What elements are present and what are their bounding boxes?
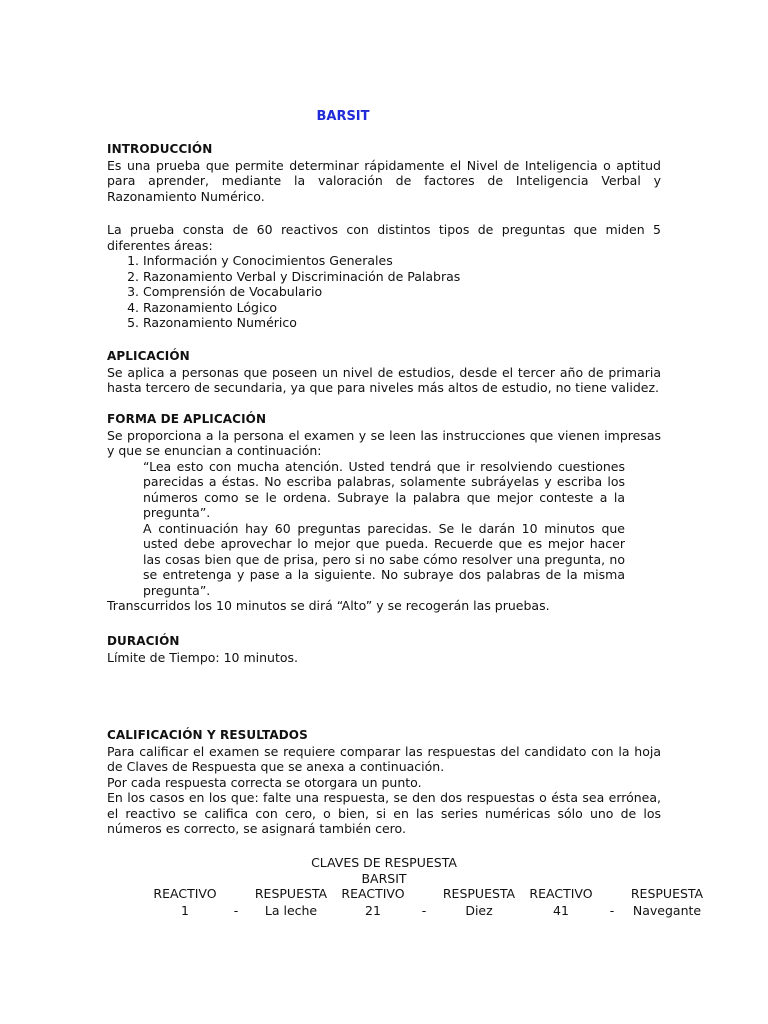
answer-keys-header-row bbox=[146, 885, 710, 902]
header-reactivo: REACTIVO bbox=[341, 886, 405, 901]
header-respuesta: RESPUESTA bbox=[630, 886, 704, 901]
reactivo-number: 41 bbox=[553, 903, 569, 918]
header-respuesta: RESPUESTA bbox=[254, 886, 328, 901]
area-item: 5. Razonamiento Numérico bbox=[143, 315, 661, 331]
calificacion-section bbox=[107, 728, 661, 837]
aplicacion-text: Se aplica a personas que poseen un nivel de estudios, desde el tercer año de primaria hasta tercero de secundaria, ya que para niveles más altos de estudio, no tiene validez. bbox=[107, 364, 661, 395]
instructions-quote-2: A continuación hay 60 preguntas parecidas. Se le darán 10 minutos que usted debe aprovechar lo mejor que pueda. Recuerde que es mejor hacer las cosas bien que de prisa, pero si no sabe cómo resolver una pregunta, no se entretenga y pase a la siguiente. No subraye dos palabras de la misma pregunta”. bbox=[143, 520, 625, 598]
instructions-quote-1: “Lea esto con mucha atención. Usted tendrá que ir resolviendo cuestiones parecidas a éstas. No escriba palabras, solamente subráyelas y escriba los números como se le ordena. Subraye la palabra que mejor conteste a la pregunta”. bbox=[143, 458, 625, 520]
areas-section bbox=[107, 222, 661, 331]
calificacion-paragraph-1: Para calificar el examen se requiere comparar las respuestas del candidato con la hoja de Claves de Respuesta que se anexa a continuación. bbox=[107, 743, 661, 774]
forma-section bbox=[107, 412, 661, 614]
area-item: 1. Información y Conocimientos Generales bbox=[143, 253, 661, 269]
separator-dash: - bbox=[233, 903, 239, 918]
separator-dash: - bbox=[421, 903, 427, 918]
intro-section bbox=[107, 142, 661, 204]
answer-keys-title bbox=[0, 855, 768, 887]
areas-list bbox=[107, 253, 661, 331]
table-row bbox=[146, 902, 710, 919]
intro-paragraph-2: La prueba consta de 60 reactivos con distintos tipos de preguntas que miden 5 diferentes áreas: bbox=[107, 222, 661, 253]
answer-value: Diez bbox=[465, 903, 493, 918]
area-item: 4. Razonamiento Lógico bbox=[143, 300, 661, 316]
intro-paragraph-1: Es una prueba que permite determinar rápidamente el Nivel de Inteligencia o aptitud para aprender, mediante la valoración de factores de Inteligencia Verbal y Razonamiento Numérico. bbox=[107, 157, 661, 204]
header-reactivo: REACTIVO bbox=[529, 886, 593, 901]
aplicacion-heading: APLICACIÓN bbox=[107, 349, 190, 363]
separator-dash: - bbox=[609, 903, 615, 918]
answer-keys-subtitle: BARSIT bbox=[361, 871, 407, 886]
calificacion-heading: CALIFICACIÓN Y RESULTADOS bbox=[107, 728, 308, 742]
reactivo-number: 21 bbox=[365, 903, 381, 918]
answer-value: La leche bbox=[264, 903, 318, 918]
answer-keys-table bbox=[146, 885, 710, 919]
forma-intro: Se proporciona a la persona el examen y se leen las instrucciones que vienen impresas y que se enuncian a continuación: bbox=[107, 427, 661, 458]
answer-value: Navegante bbox=[632, 903, 702, 918]
document-title: BARSIT bbox=[316, 109, 370, 124]
area-item: 2. Razonamiento Verbal y Discriminación de Palabras bbox=[143, 269, 661, 285]
intro-heading: INTRODUCCIÓN bbox=[107, 142, 213, 156]
forma-outro: Transcurridos los 10 minutos se dirá “Alto” y se recogerán las pruebas. bbox=[107, 598, 550, 613]
header-reactivo: REACTIVO bbox=[153, 886, 217, 901]
reactivo-number: 1 bbox=[181, 903, 189, 918]
duracion-text: Límite de Tiempo: 10 minutos. bbox=[107, 649, 299, 665]
calificacion-paragraph-2: Por cada respuesta correcta se otorgara un punto. bbox=[107, 774, 422, 790]
calificacion-paragraph-3: En los casos en los que: falte una respuesta, se den dos respuestas o ésta sea errónea, el reactivo se califica con cero, o bien, si en las series numéricas sólo uno de los números es correcto, se asignará también cero. bbox=[107, 790, 661, 836]
duracion-section bbox=[107, 634, 661, 665]
aplicacion-section bbox=[107, 349, 661, 396]
duracion-heading: DURACIÓN bbox=[107, 634, 180, 648]
header-respuesta: RESPUESTA bbox=[442, 886, 516, 901]
answer-keys-heading: CLAVES DE RESPUESTA bbox=[311, 855, 457, 870]
forma-heading: FORMA DE APLICACIÓN bbox=[107, 412, 267, 426]
area-item: 3. Comprensión de Vocabulario bbox=[143, 284, 661, 300]
